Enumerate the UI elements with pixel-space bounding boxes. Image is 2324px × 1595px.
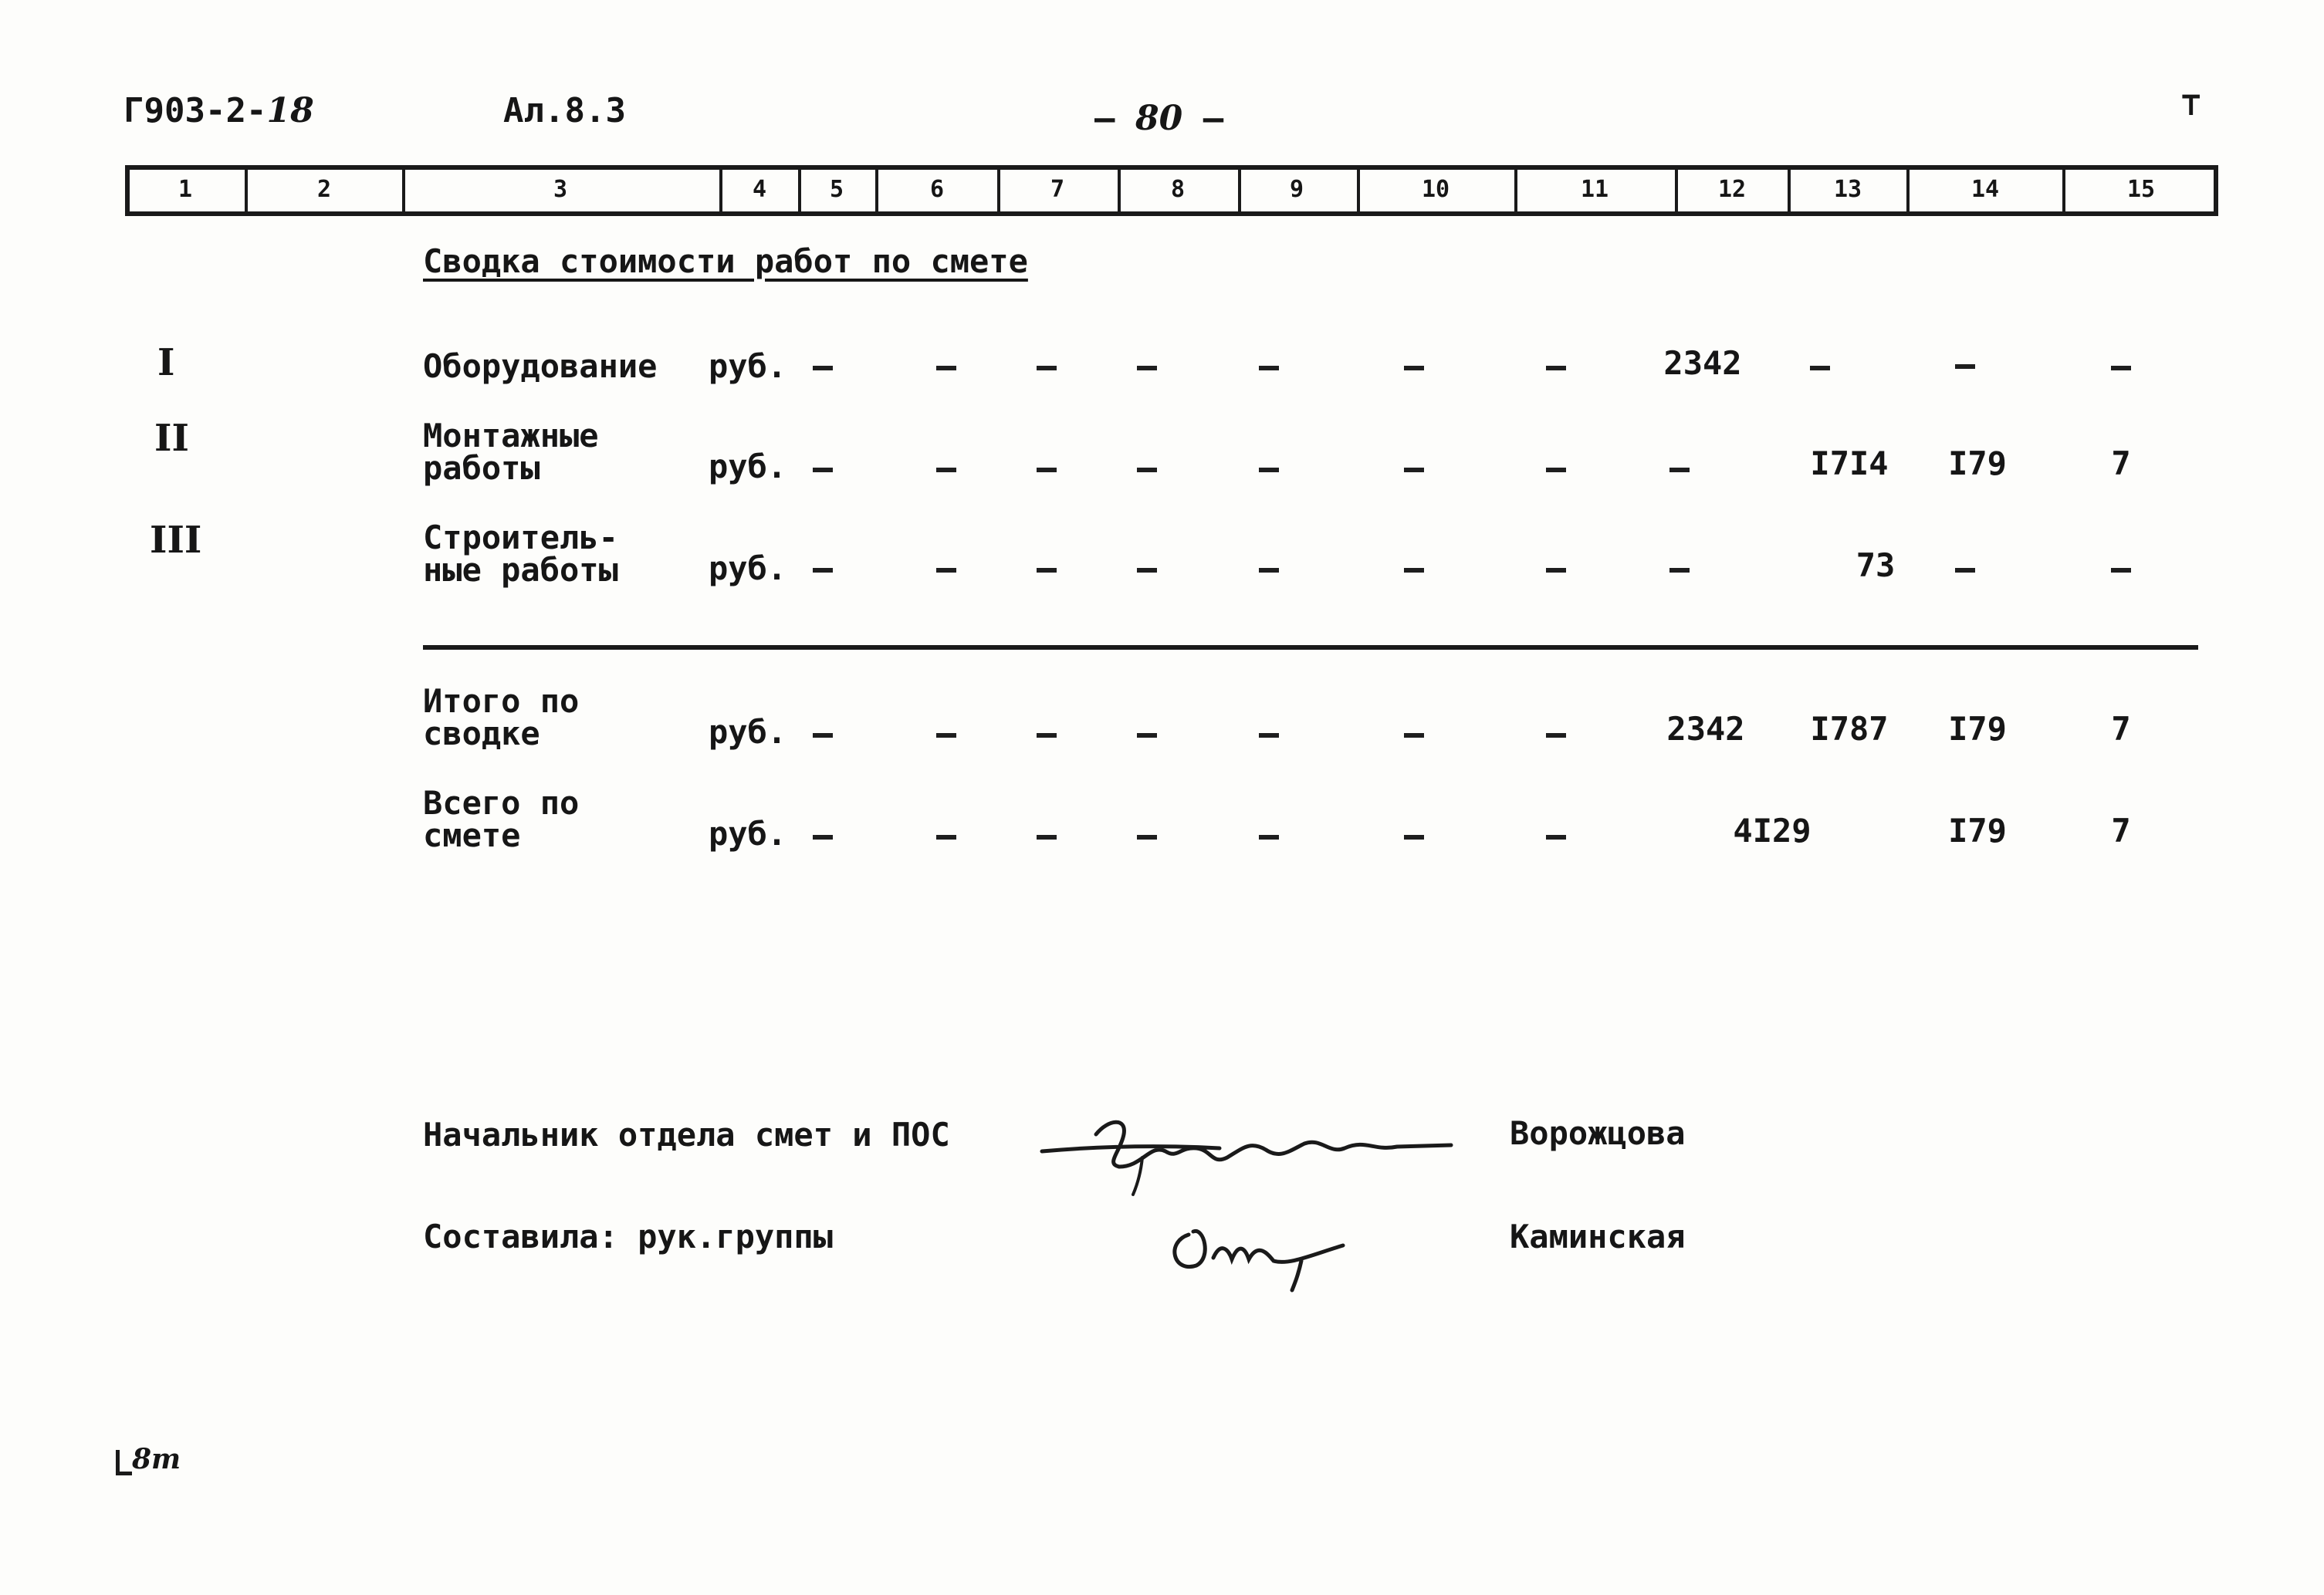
value-dash [1259,468,1279,472]
total-unit: руб. [709,713,787,751]
value-cell: I79 [1948,812,2007,850]
value-dash [1546,366,1566,370]
value-dash [1259,366,1279,370]
value-dash [1137,568,1157,573]
handwritten-signature [1034,1103,1466,1196]
column-divider [1238,170,1241,211]
column-number-row [125,165,2218,216]
total-name: сводке [423,715,540,752]
page-number-value: 80 [1135,99,1183,138]
column-number-1: 1 [178,176,193,203]
row-name: Оборудование [423,347,658,385]
column-number-10: 10 [1421,176,1450,203]
page-number-dash-left: — [1094,99,1115,138]
value-dash [1404,366,1424,370]
value-cell: 4I29 [1733,812,1812,850]
value-dash [813,468,833,472]
value-dash [1259,835,1279,840]
value-cell: I79 [1948,444,2007,482]
column-divider [1514,170,1517,211]
value-dash [1404,468,1424,472]
handwritten-signature [1165,1204,1366,1296]
column-divider [997,170,1000,211]
value-cell: I7I4 [1810,444,1889,482]
value-dash [1137,468,1157,472]
value-cell: 2342 [1663,344,1742,382]
value-dash [1955,568,1975,573]
value-dash [1137,733,1157,738]
value-cell: 7 [2111,444,2131,482]
value-dash [2111,568,2131,573]
column-number-14: 14 [1970,176,2000,203]
value-cell: I79 [1948,710,2007,748]
value-dash [936,835,956,840]
row-name: работы [423,449,540,487]
value-dash [1259,733,1279,738]
column-number-11: 11 [1580,176,1609,203]
row-number: III [150,519,202,562]
column-number-15: 15 [2126,176,2156,203]
column-divider [1788,170,1791,211]
value-dash [1037,568,1057,573]
row-number: I [157,341,175,384]
value-dash [1546,568,1566,573]
value-dash [1404,835,1424,840]
column-number-13: 13 [1833,176,1862,203]
row-name: Строитель- [423,519,618,556]
sheet-reference: Ал.8.3 [503,91,626,130]
page-number-dash-right: — [1203,99,1224,138]
column-divider [245,170,248,211]
value-dash [813,835,833,840]
document-code-main: 903-2- [144,91,267,130]
column-number-5: 5 [829,176,844,203]
value-dash [1037,835,1057,840]
value-dash [1259,568,1279,573]
footer-mark [116,1443,181,1475]
value-dash [936,366,956,370]
value-dash [1546,835,1566,840]
corner-mark: ⊤ [2181,85,2201,123]
column-number-2: 2 [316,176,332,203]
value-dash [1955,364,1975,369]
totals-separator-line [423,645,2198,650]
column-number-6: 6 [929,176,945,203]
column-number-9: 9 [1289,176,1304,203]
row-unit: руб. [709,549,787,587]
value-dash [1546,733,1566,738]
row-name: Монтажные [423,417,599,455]
value-dash [1546,468,1566,472]
value-dash [813,366,833,370]
value-cell: 7 [2111,710,2131,748]
value-dash [813,568,833,573]
signature-name: Ворожцова [1510,1114,1686,1152]
column-number-12: 12 [1717,176,1747,203]
signature-role: Начальник отдела смет и ПОС [423,1116,950,1154]
row-unit: руб. [709,347,787,385]
row-name: ные работы [423,551,618,589]
column-divider [875,170,878,211]
total-name: Всего по [423,784,580,822]
value-dash [1037,366,1057,370]
value-dash [1037,468,1057,472]
summary-title: Сводка стоимости работ по смете [423,242,1028,280]
value-dash [936,733,956,738]
signature-name: Каминская [1510,1218,1686,1255]
total-unit: руб. [709,815,787,853]
value-dash [1669,468,1690,472]
value-dash [813,733,833,738]
value-dash [936,568,956,573]
value-dash [1404,733,1424,738]
value-cell: I787 [1810,710,1889,748]
column-divider [1906,170,1910,211]
column-number-8: 8 [1170,176,1186,203]
footer-mark-text: 8т [132,1443,181,1475]
column-divider [402,170,405,211]
value-dash [1404,568,1424,573]
value-dash [2111,366,2131,370]
column-number-3: 3 [553,176,568,203]
column-divider [798,170,801,211]
value-cell: 2342 [1666,710,1745,748]
column-divider [1675,170,1678,211]
column-divider [1118,170,1121,211]
value-dash [1037,733,1057,738]
value-dash [1810,366,1830,370]
page-number [1094,99,1223,138]
column-divider [1357,170,1360,211]
document-code-suffix: 18 [266,91,314,130]
column-divider [2062,170,2065,211]
document-code-prefix: Г [123,91,144,130]
document-code [123,91,314,130]
value-dash [936,468,956,472]
value-dash [1137,835,1157,840]
footer-corner-icon [116,1450,132,1475]
total-name: смете [423,816,521,854]
value-dash [1137,366,1157,370]
column-divider [719,170,722,211]
total-name: Итого по [423,682,580,720]
column-number-7: 7 [1050,176,1065,203]
column-number-4: 4 [752,176,767,203]
row-unit: руб. [709,448,787,485]
signature-role: Составила: рук.группы [423,1218,834,1255]
value-dash [1669,568,1690,573]
value-cell: 7 [2111,812,2131,850]
value-cell: 73 [1855,546,1896,584]
row-number: II [154,417,189,460]
